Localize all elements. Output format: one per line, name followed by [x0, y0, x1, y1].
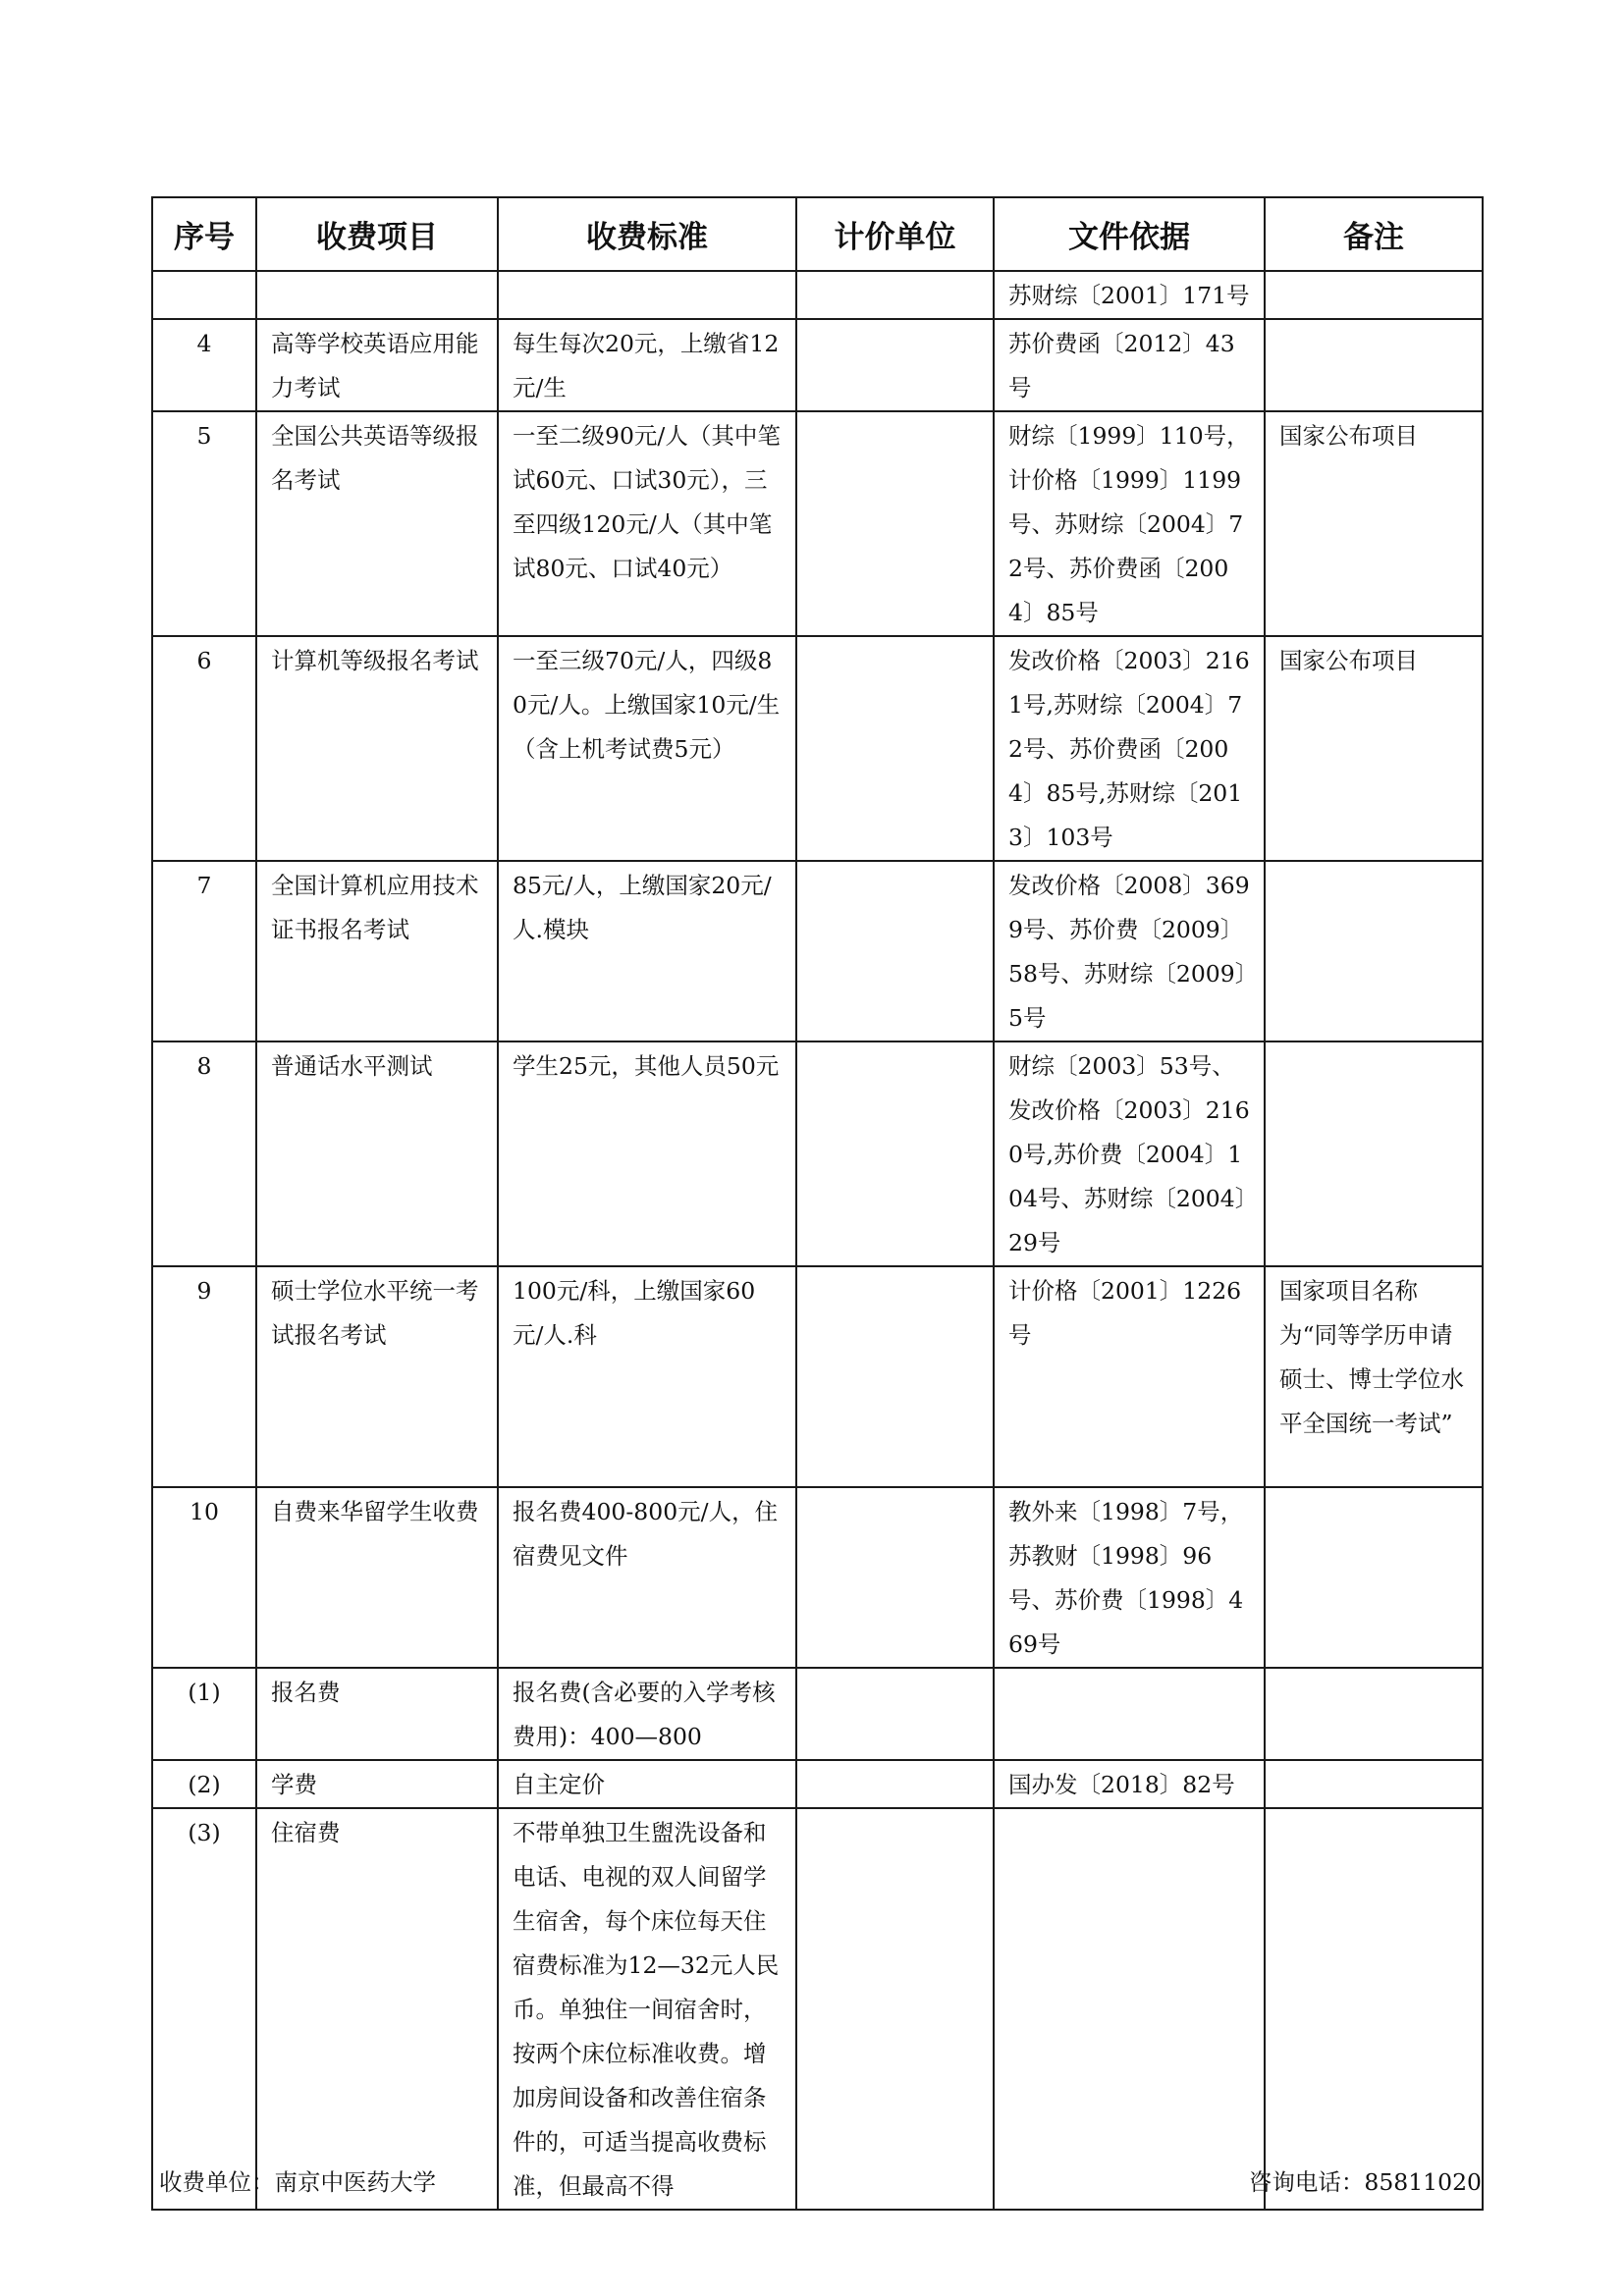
- cell-unit: [796, 1668, 994, 1760]
- cell-unit: [796, 411, 994, 636]
- cell-seq: (1): [152, 1668, 256, 1760]
- cell-basis: 发改价格〔2008〕3699号、苏价费〔2009〕58号、苏财综〔2009〕5号: [994, 861, 1265, 1041]
- cell-basis: 财综〔1999〕110号，计价格〔1999〕1199号、苏财综〔2004〕72号、苏价费函〔2004〕85号: [994, 411, 1265, 636]
- table-row: [152, 1487, 1483, 1668]
- cell-basis: 苏财综〔2001〕171号: [994, 271, 1265, 319]
- cell-unit: [796, 636, 994, 861]
- cell-seq: 5: [152, 411, 256, 636]
- header-note: 备注: [1265, 197, 1483, 271]
- cell-unit: [796, 1487, 994, 1668]
- cell-note: [1265, 861, 1483, 1041]
- cell-item: 住宿费: [256, 1808, 498, 2210]
- cell-seq: 8: [152, 1041, 256, 1266]
- table-row: [152, 861, 1483, 1041]
- cell-note: [1265, 271, 1483, 319]
- cell-standard: 不带单独卫生盥洗设备和电话、电视的双人间留学生宿舍，每个床位每天住宿费标准为12—32元人民币。单独住一间宿舍时，按两个床位标准收费。增加房间设备和改善住宿条件的，可适当提高收费标准，但最高不得: [498, 1808, 796, 2210]
- footer-payee: 收费单位：南京中医药大学: [159, 2168, 436, 2196]
- cell-seq: [152, 271, 256, 319]
- header-seq: 序号: [152, 197, 256, 271]
- fee-table: [151, 196, 1484, 2211]
- table-row: [152, 271, 1483, 319]
- cell-item: 高等学校英语应用能力考试: [256, 319, 498, 411]
- table-row: [152, 1041, 1483, 1266]
- cell-item: 计算机等级报名考试: [256, 636, 498, 861]
- table-row: [152, 319, 1483, 411]
- cell-standard: [498, 271, 796, 319]
- header-standard: 收费标准: [498, 197, 796, 271]
- cell-note: [1265, 1487, 1483, 1668]
- table-row: [152, 411, 1483, 636]
- cell-item: 报名费: [256, 1668, 498, 1760]
- cell-note: [1265, 319, 1483, 411]
- cell-item: 硕士学位水平统一考试报名考试: [256, 1266, 498, 1487]
- cell-unit: [796, 1041, 994, 1266]
- cell-unit: [796, 319, 994, 411]
- cell-seq: 6: [152, 636, 256, 861]
- cell-note: 国家公布项目: [1265, 411, 1483, 636]
- cell-basis: 财综〔2003〕53号、发改价格〔2003〕2160号,苏价费〔2004〕104号、苏财综〔2004〕29号: [994, 1041, 1265, 1266]
- header-unit: 计价单位: [796, 197, 994, 271]
- header-basis: 文件依据: [994, 197, 1265, 271]
- cell-unit: [796, 1760, 994, 1808]
- cell-item: 全国公共英语等级报名考试: [256, 411, 498, 636]
- cell-note: [1265, 1808, 1483, 2210]
- cell-note: [1265, 1760, 1483, 1808]
- cell-standard: 学生25元，其他人员50元: [498, 1041, 796, 1266]
- cell-seq: (2): [152, 1760, 256, 1808]
- cell-unit: [796, 1266, 994, 1487]
- table-row: [152, 1266, 1483, 1487]
- cell-standard: 100元/科，上缴国家60元/人.科: [498, 1266, 796, 1487]
- cell-standard: 报名费400-800元/人，住宿费见文件: [498, 1487, 796, 1668]
- cell-seq: 9: [152, 1266, 256, 1487]
- cell-basis: 发改价格〔2003〕2161号,苏财综〔2004〕72号、苏价费函〔2004〕85号,苏财综〔2013〕103号: [994, 636, 1265, 861]
- footer-phone: 咨询电话：85811020: [1248, 2168, 1482, 2196]
- cell-note: 国家公布项目: [1265, 636, 1483, 861]
- cell-item: 学费: [256, 1760, 498, 1808]
- header-item: 收费项目: [256, 197, 498, 271]
- cell-standard: 自主定价: [498, 1760, 796, 1808]
- table-header-row: [152, 197, 1483, 271]
- cell-standard: 报名费(含必要的入学考核费用)：400—800: [498, 1668, 796, 1760]
- cell-item: 自费来华留学生收费: [256, 1487, 498, 1668]
- cell-unit: [796, 1808, 994, 2210]
- cell-seq: 4: [152, 319, 256, 411]
- cell-basis: 苏价费函〔2012〕43号: [994, 319, 1265, 411]
- cell-item: 全国计算机应用技术证书报名考试: [256, 861, 498, 1041]
- table-row: [152, 1760, 1483, 1808]
- table-row: [152, 1668, 1483, 1760]
- cell-item: 普通话水平测试: [256, 1041, 498, 1266]
- cell-seq: 10: [152, 1487, 256, 1668]
- cell-standard: 一至二级90元/人（其中笔试60元、口试30元），三至四级120元/人（其中笔试80元、口试40元）: [498, 411, 796, 636]
- cell-standard: 85元/人，上缴国家20元/人.模块: [498, 861, 796, 1041]
- cell-note: 国家项目名称为“同等学历申请硕士、博士学位水平全国统一考试”: [1265, 1266, 1483, 1487]
- cell-basis: [994, 1808, 1265, 2210]
- cell-seq: (3): [152, 1808, 256, 2210]
- cell-basis: 计价格〔2001〕1226号: [994, 1266, 1265, 1487]
- cell-unit: [796, 271, 994, 319]
- cell-standard: 一至三级70元/人，四级80元/人。上缴国家10元/生（含上机考试费5元）: [498, 636, 796, 861]
- cell-note: [1265, 1041, 1483, 1266]
- cell-note: [1265, 1668, 1483, 1760]
- cell-unit: [796, 861, 994, 1041]
- table-row: [152, 636, 1483, 861]
- cell-basis: 国办发〔2018〕82号: [994, 1760, 1265, 1808]
- cell-item: [256, 271, 498, 319]
- cell-basis: 教外来〔1998〕7号，苏教财〔1998〕96号、苏价费〔1998〕469号: [994, 1487, 1265, 1668]
- cell-seq: 7: [152, 861, 256, 1041]
- table-row: [152, 1808, 1483, 2210]
- cell-standard: 每生每次20元，上缴省12元/生: [498, 319, 796, 411]
- cell-basis: [994, 1668, 1265, 1760]
